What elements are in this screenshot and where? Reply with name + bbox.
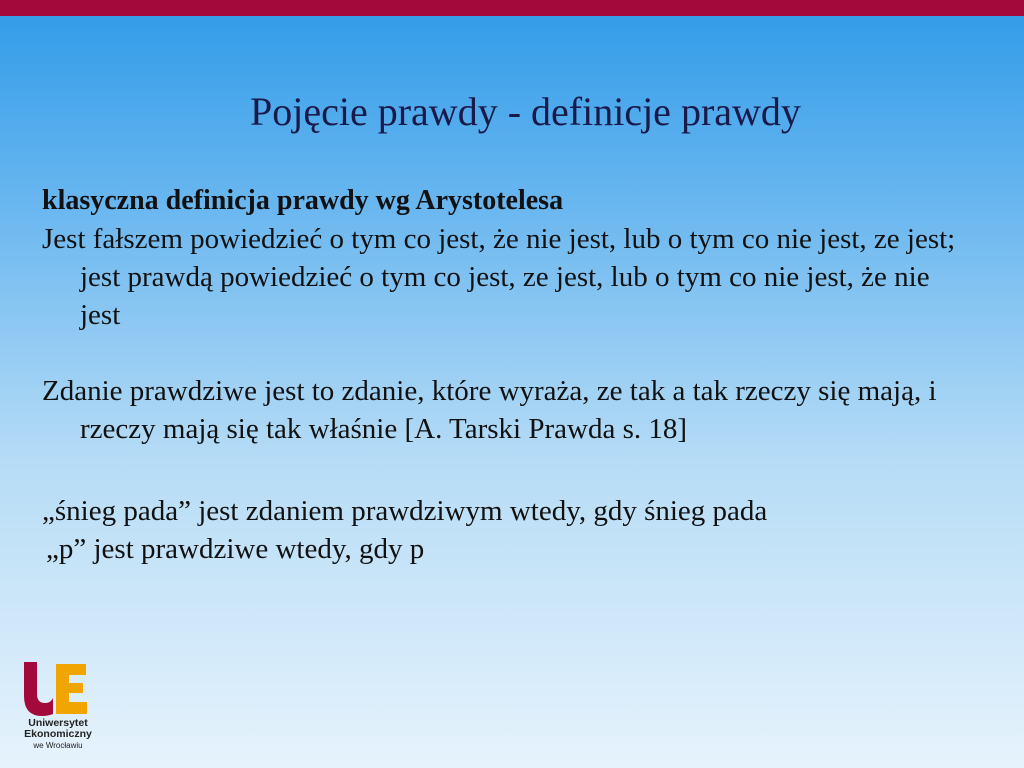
university-logo bbox=[18, 660, 98, 760]
logo-text bbox=[18, 718, 98, 751]
slide-title: Pojęcie prawdy - definicje prawdy bbox=[250, 89, 801, 134]
paragraph-tarski: Zdanie prawdziwe jest to zdanie, które wyraża, ze tak a tak rzeczy się mają, i rzeczy mają się tak właśnie [A. Tarski Prawda s. 18] bbox=[42, 375, 937, 445]
slide-body bbox=[42, 182, 962, 568]
top-accent-bar bbox=[0, 0, 1024, 16]
section-heading: klasyczna definicja prawdy wg Arystotelesa bbox=[42, 185, 564, 216]
paragraph-snow-example: „śnieg pada” jest zdaniem prawdziwym wtedy, gdy śnieg pada bbox=[42, 495, 768, 527]
logo-line-economic: Ekonomiczny bbox=[24, 728, 92, 740]
logo-line-city: we Wrocławiu bbox=[33, 741, 83, 750]
paragraph-p-schema: „p” jest prawdziwe wtedy, gdy p bbox=[46, 533, 425, 565]
logo-line-university: Uniwersytet bbox=[28, 717, 88, 729]
paragraph-aristotle: Jest fałszem powiedzieć o tym co jest, że nie jest, lub o tym co nie jest, ze jest; jest prawdą powiedzieć o tym co jest, ze jest, lub o tym co nie jest, że nie jest bbox=[42, 223, 956, 331]
ue-logo-mark bbox=[20, 660, 90, 716]
